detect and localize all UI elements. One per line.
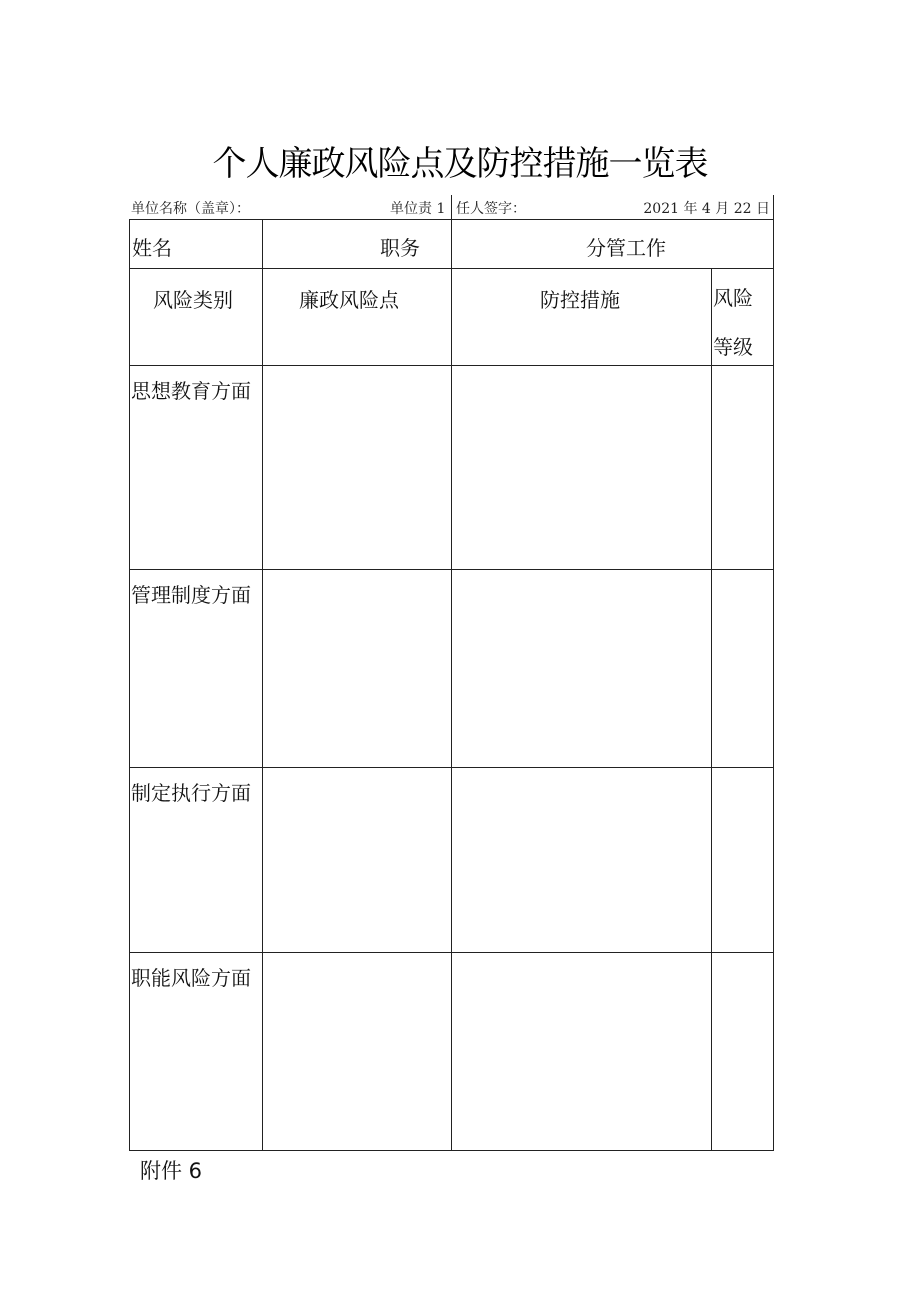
risk-level-cell[interactable] [712,768,773,952]
signature-label: 任人签字： [456,201,526,217]
risk-category-cell: 管理制度方面 [131,583,251,607]
measures-cell[interactable] [452,953,711,1150]
name-header: 姓名 [132,236,172,260]
risk-points-header: 廉政风险点 [299,288,399,312]
risk-points-cell[interactable] [263,570,451,767]
position-header: 职务 [380,236,420,260]
page-title: 个人廉政风险点及防控措施一览表 [212,144,708,184]
measures-cell[interactable] [452,768,711,952]
measures-cell[interactable] [452,570,711,767]
risk-level-cell[interactable] [712,570,773,767]
risk-level-header-line1: 风险 [713,286,753,310]
date-label: 2021 年 4 月 22 日 [643,201,770,217]
measures-header: 防控措施 [540,288,620,312]
responsible-label: 单位责 1 [390,201,446,217]
risk-level-cell[interactable] [712,953,773,1150]
attachment-label: 附件 6 [140,1159,203,1183]
unit-name-label: 单位名称（盖章）： [131,201,250,217]
meta-divider [451,195,452,219]
table-border-right [773,195,774,1151]
risk-category-cell: 制定执行方面 [131,781,251,805]
risk-category-cell: 思想教育方面 [131,379,251,403]
risk-level-header-line2: 等级 [713,335,753,359]
measures-cell[interactable] [452,366,711,569]
risk-category-cell: 职能风险方面 [131,966,251,990]
risk-points-cell[interactable] [263,768,451,952]
table-border-left [129,219,130,1151]
risk-points-cell[interactable] [263,953,451,1150]
risk-points-cell[interactable] [263,366,451,569]
risk-category-header: 风险类别 [153,288,233,312]
duty-header: 分管工作 [586,236,666,260]
risk-level-cell[interactable] [712,366,773,569]
